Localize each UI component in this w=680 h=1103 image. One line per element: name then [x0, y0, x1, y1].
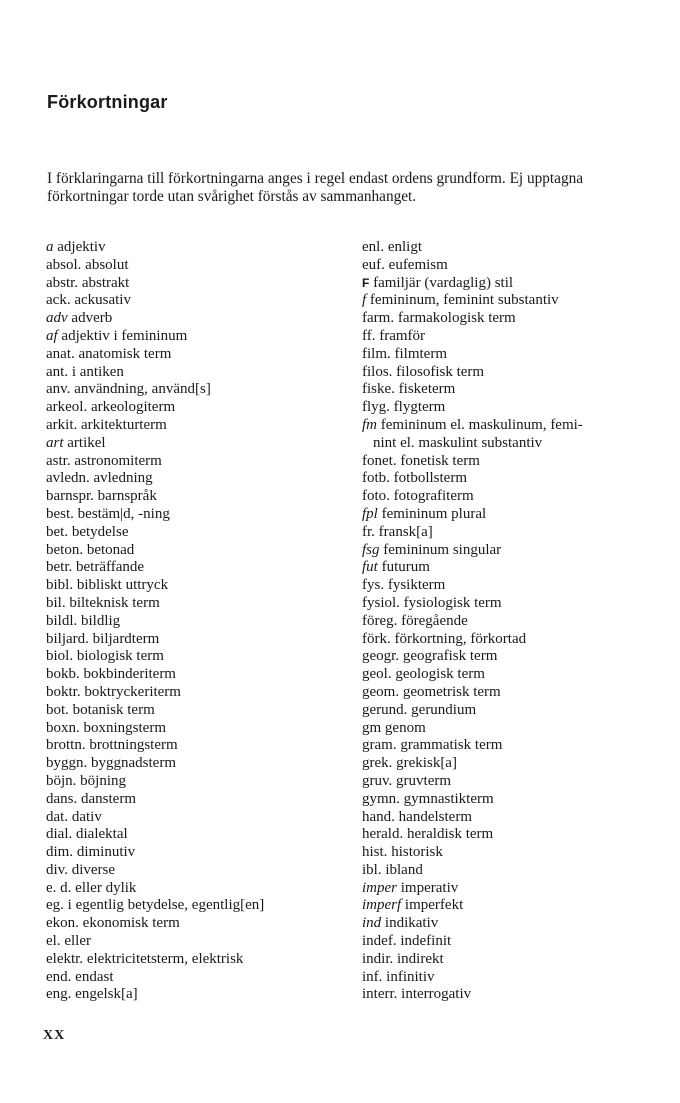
abbreviation: böjn.	[46, 772, 77, 789]
abbreviation-entry	[46, 969, 346, 987]
abbreviation-meaning: användning, använd[s]	[70, 381, 211, 398]
abbreviation-meaning: adjektiv i femininum	[57, 327, 188, 344]
abbreviation-meaning: arkeologiterm	[87, 399, 176, 416]
abbreviation-entry	[362, 488, 662, 506]
abbreviation-entry	[46, 631, 346, 649]
abbreviation-entry	[46, 826, 346, 844]
abbreviation-meaning: ekonomisk term	[78, 915, 180, 932]
abbreviation: avledn.	[46, 470, 90, 487]
abbreviation-entry	[46, 542, 346, 560]
abbreviation-meaning: framför	[375, 327, 426, 344]
abbreviation-meaning: elektricitetsterm, elektrisk	[83, 950, 244, 967]
abbreviation: biljard.	[46, 630, 89, 647]
abbreviation: fr.	[362, 523, 375, 540]
abbreviation-meaning: bildlig	[77, 612, 121, 629]
abbreviation: imper	[362, 879, 397, 896]
abbreviation-meaning: filmterm	[390, 345, 447, 362]
abbreviation-entry	[362, 702, 662, 720]
abbreviation: dim.	[46, 844, 74, 861]
abbreviation-entry	[46, 862, 346, 880]
abbreviation: geol.	[362, 666, 392, 683]
abbreviation-meaning: anatomisk term	[74, 345, 172, 362]
abbreviation-entry	[46, 880, 346, 898]
abbreviation-meaning: fonetisk term	[396, 452, 480, 469]
abbreviation-entry	[362, 969, 662, 987]
abbreviation: div.	[46, 861, 68, 878]
abbreviation: enl.	[362, 239, 385, 255]
abbreviation-meaning: indikativ	[381, 915, 439, 932]
abbreviation: bil.	[46, 594, 66, 611]
abbreviation-list-left	[46, 239, 346, 1004]
abbreviation-entry	[46, 435, 346, 453]
abbreviation-meaning: femininum, feminint substantiv	[366, 292, 559, 309]
abbreviation-entry	[46, 613, 346, 631]
abbreviation-meaning: familjär (vardaglig) stil	[369, 274, 514, 291]
abbreviation-meaning: imperfekt	[401, 897, 464, 914]
abbreviation-meaning: biljardterm	[88, 630, 160, 647]
abbreviation-entry	[362, 773, 662, 791]
abbreviation: eng.	[46, 986, 72, 1003]
abbreviation-entry	[362, 453, 662, 471]
abbreviation-entry	[362, 364, 662, 382]
abbreviation-entry	[362, 346, 662, 364]
abbreviation: gerund.	[362, 701, 408, 718]
abbreviation-entry	[46, 595, 346, 613]
abbreviation-meaning: beträffande	[72, 559, 145, 576]
abbreviation: grek.	[362, 755, 393, 772]
abbreviation: a	[46, 239, 54, 255]
abbreviation: el.	[46, 933, 61, 950]
abbreviation: anv.	[46, 381, 71, 398]
abbreviation-meaning: endast	[71, 968, 114, 985]
abbreviation: af	[46, 327, 58, 344]
abbreviation-entry	[362, 826, 662, 844]
abbreviation: fm	[362, 416, 377, 433]
abbreviation-entry	[362, 666, 662, 684]
abbreviation-entry	[46, 666, 346, 684]
abbreviation: fysiol.	[362, 594, 400, 611]
abbreviation-meaning: dativ	[68, 808, 102, 825]
abbreviation-meaning: avledning	[89, 470, 153, 487]
abbreviation-entry	[362, 737, 662, 755]
abbreviation: ack.	[46, 292, 71, 309]
abbreviation-meaning: geologisk term	[391, 666, 485, 683]
abbreviation-entry	[362, 239, 662, 257]
abbreviation-meaning: boktryckeriterm	[80, 683, 181, 700]
abbreviation-meaning: ibland	[381, 861, 423, 878]
abbreviation: fotb.	[362, 470, 390, 487]
abbreviation-meaning: eller	[60, 933, 91, 950]
abbreviation: boktr.	[46, 683, 81, 700]
abbreviation: dat.	[46, 808, 69, 825]
abbreviation: barnspr.	[46, 488, 94, 505]
abbreviation: fsg	[362, 541, 380, 558]
abbreviation: adv	[46, 310, 68, 327]
abbreviation-entry	[46, 773, 346, 791]
abbreviation-entry	[46, 986, 346, 1004]
abbreviation: föreg.	[362, 612, 398, 629]
abbreviation-entry	[46, 648, 346, 666]
abbreviation-meaning: nint el. maskulint substantiv	[373, 434, 543, 451]
abbreviation-entry	[362, 470, 662, 488]
abbreviation-entry	[46, 470, 346, 488]
abbreviation: hist.	[362, 844, 388, 861]
abbreviation: best.	[46, 505, 74, 522]
abbreviation: absol.	[46, 256, 82, 273]
abbreviation-entry	[46, 755, 346, 773]
abbreviation-meaning: enligt	[384, 239, 422, 255]
abbreviation-meaning: fotografiterm	[389, 488, 474, 505]
abbreviation: f	[362, 292, 367, 309]
abbreviation-meaning: artikel	[63, 434, 106, 451]
abbreviation: imperf	[362, 897, 402, 914]
abbreviation-meaning: grammatisk term	[396, 737, 503, 754]
abbreviation-entry	[46, 933, 346, 951]
abbreviation-meaning: historisk	[387, 844, 443, 861]
abbreviation: gymn.	[362, 790, 400, 807]
abbreviation-meaning: adverb	[67, 310, 113, 327]
abbreviation: inf.	[362, 968, 383, 985]
abbreviation-entry	[362, 791, 662, 809]
abbreviation-meaning: fransk[a]	[374, 523, 433, 540]
abbreviation-meaning: eufemism	[384, 256, 448, 273]
abbreviation: ant.	[46, 363, 69, 380]
abbreviation-entry	[362, 809, 662, 827]
abbreviation-entry	[46, 524, 346, 542]
abbreviation-entry	[362, 381, 662, 399]
abbreviation: fut	[362, 559, 378, 576]
abbreviation-meaning: fotbollsterm	[389, 470, 467, 487]
abbreviation-entry	[362, 399, 662, 417]
abbreviation: ff.	[362, 327, 376, 344]
abbreviation: indir.	[362, 950, 394, 967]
abbreviation: bokb.	[46, 666, 80, 683]
abbreviation-meaning: interrogativ	[397, 986, 472, 1003]
page-title: Förkortningar	[47, 92, 168, 112]
abbreviation-entry	[46, 720, 346, 738]
abbreviation-entry	[362, 755, 662, 773]
abbreviation-entry	[46, 897, 346, 915]
abbreviation: beton.	[46, 541, 84, 558]
abbreviation-entry	[362, 631, 662, 649]
abbreviation-entry	[362, 310, 662, 328]
abbreviation: gruv.	[362, 772, 393, 789]
abbreviation-entry	[46, 239, 346, 257]
abbreviation-entry	[46, 488, 346, 506]
abbreviation-entry	[362, 275, 662, 293]
abbreviation: indef.	[362, 933, 397, 950]
abbreviation-entry	[46, 453, 346, 471]
abbreviation-meaning: abstrakt	[78, 274, 130, 291]
abbreviation-entry	[362, 720, 662, 738]
abbreviation: fonet.	[362, 452, 397, 469]
abbreviation-entry	[362, 880, 662, 898]
abbreviation-meaning: diminutiv	[73, 844, 136, 861]
abbreviation-meaning: flygterm	[389, 399, 446, 416]
abbreviation: brottn.	[46, 737, 86, 754]
abbreviation-meaning: imperativ	[397, 879, 459, 896]
abbreviation: eg.	[46, 897, 64, 914]
abbreviation-meaning: böjning	[76, 772, 127, 789]
abbreviation-meaning: bestäm|d, -ning	[73, 505, 170, 522]
abbreviation-entry	[46, 310, 346, 328]
abbreviation-meaning: dialektal	[72, 826, 128, 843]
abbreviation-entry	[362, 542, 662, 560]
abbreviation: foto.	[362, 488, 390, 505]
abbreviation: geom.	[362, 683, 400, 700]
page-number: XX	[43, 1028, 66, 1043]
abbreviation-meaning: fysikterm	[384, 577, 446, 594]
abbreviation-meaning: genom	[381, 719, 426, 736]
abbreviation: geogr.	[362, 648, 400, 665]
abbreviation-meaning: gymnastikterm	[399, 790, 494, 807]
abbreviation-meaning: botanisk term	[68, 701, 155, 718]
abbreviation-list-right	[362, 239, 662, 1004]
abbreviation-meaning: femininum el. maskulinum, femi-	[377, 416, 583, 433]
abbreviation-entry	[362, 648, 662, 666]
abbreviation: bot.	[46, 701, 69, 718]
abbreviation-entry	[362, 328, 662, 346]
abbreviation: flyg.	[362, 399, 390, 416]
abbreviation: ibl.	[362, 861, 382, 878]
abbreviation-entry	[46, 915, 346, 933]
abbreviation: interr.	[362, 986, 398, 1003]
abbreviation-meaning: i egentlig betydelse, egentlig[en]	[63, 897, 265, 914]
abbreviation: gram.	[362, 737, 397, 754]
abbreviation-entry	[46, 292, 346, 310]
abbreviation: dans.	[46, 790, 78, 807]
abbreviation: anat.	[46, 345, 75, 362]
abbreviation-meaning: handelsterm	[394, 808, 472, 825]
abbreviation-meaning: föregående	[397, 612, 468, 629]
abbreviation: elektr.	[46, 950, 84, 967]
abbreviation: fiske.	[362, 381, 395, 398]
abbreviation-meaning: adjektiv	[53, 239, 106, 255]
abbreviation-entry	[362, 524, 662, 542]
abbreviation-entry	[46, 577, 346, 595]
abbreviation-meaning: fysiologisk term	[399, 594, 502, 611]
abbreviation-entry	[46, 791, 346, 809]
abbreviation-entry	[46, 737, 346, 755]
abbreviation: förk.	[362, 630, 391, 647]
abbreviation-meaning: indirekt	[393, 950, 444, 967]
abbreviation-meaning: eller dylik	[71, 879, 137, 896]
abbreviation-entry	[46, 364, 346, 382]
abbreviation-meaning: futurum	[377, 559, 430, 576]
abbreviation-entry	[46, 346, 346, 364]
abbreviation-meaning: absolut	[81, 256, 129, 273]
abbreviation-entry	[362, 915, 662, 933]
abbreviation: farm.	[362, 310, 395, 327]
abbreviation-entry	[46, 684, 346, 702]
abbreviation-entry	[362, 844, 662, 862]
abbreviation: abstr.	[46, 274, 79, 291]
abbreviation-entry	[46, 381, 346, 399]
abbreviation-meaning: bilteknisk term	[65, 594, 160, 611]
abbreviation-entry	[362, 292, 662, 310]
abbreviation-entry	[46, 275, 346, 293]
abbreviation-entry	[46, 844, 346, 862]
abbreviation: bibl.	[46, 577, 74, 594]
abbreviation-entry	[362, 595, 662, 613]
abbreviation: astr.	[46, 452, 71, 469]
abbreviation-meaning: femininum singular	[379, 541, 502, 558]
abbreviation-meaning: dansterm	[77, 790, 136, 807]
abbreviation: arkeol.	[46, 399, 88, 416]
abbreviation-meaning: geometrisk term	[399, 683, 501, 700]
abbreviation-meaning: fisketerm	[394, 381, 456, 398]
abbreviation-entry	[46, 506, 346, 524]
abbreviation-meaning: barnspråk	[93, 488, 157, 505]
abbreviation-entry	[362, 257, 662, 275]
abbreviation-meaning: bibliskt uttryck	[73, 577, 169, 594]
abbreviation: gm	[362, 719, 382, 736]
abbreviation-entry	[362, 613, 662, 631]
abbreviation-meaning: geografisk term	[399, 648, 498, 665]
abbreviation-entry	[46, 399, 346, 417]
abbreviation: art	[46, 434, 64, 451]
abbreviation-meaning: bokbinderiterm	[79, 666, 176, 683]
abbreviation-meaning: engelsk[a]	[71, 986, 138, 1003]
abbreviation: herald.	[362, 826, 404, 843]
abbreviation-entry	[362, 506, 662, 524]
abbreviation-meaning: förkortning, förkortad	[390, 630, 527, 647]
abbreviation: end.	[46, 968, 72, 985]
abbreviation: euf.	[362, 256, 385, 273]
abbreviation-entry	[46, 417, 346, 435]
abbreviation: arkit.	[46, 416, 78, 433]
abbreviation-entry	[362, 417, 662, 435]
abbreviation-meaning: farmakologisk term	[394, 310, 516, 327]
abbreviation-meaning: boxningsterm	[79, 719, 166, 736]
abbreviation-meaning: arkitekturterm	[77, 416, 167, 433]
abbreviation-meaning: brottningsterm	[85, 737, 178, 754]
abbreviation: film.	[362, 345, 391, 362]
abbreviation-meaning: indefinit	[396, 933, 452, 950]
abbreviation-entry	[362, 897, 662, 915]
abbreviation-meaning: heraldisk term	[403, 826, 494, 843]
abbreviation: fys.	[362, 577, 385, 594]
abbreviation-meaning: i antiken	[68, 363, 124, 380]
abbreviation: ind	[362, 915, 382, 932]
abbreviation-meaning: infinitiv	[382, 968, 435, 985]
abbreviation-entry	[46, 702, 346, 720]
abbreviation-entry	[362, 577, 662, 595]
abbreviation-entry	[362, 986, 662, 1004]
abbreviation: bet.	[46, 523, 69, 540]
abbreviation: filos.	[362, 363, 393, 380]
abbreviation: biol.	[46, 648, 74, 665]
abbreviation-meaning: gerundium	[407, 701, 477, 718]
abbreviation: byggn.	[46, 755, 88, 772]
abbreviation: dial.	[46, 826, 73, 843]
abbreviation-entry	[362, 933, 662, 951]
abbreviation: hand.	[362, 808, 395, 825]
abbreviation-entry	[362, 684, 662, 702]
abbreviation-entry	[46, 328, 346, 346]
abbreviation-entry	[362, 559, 662, 577]
abbreviation-meaning: gruvterm	[392, 772, 452, 789]
abbreviation-entry	[362, 862, 662, 880]
intro-paragraph: I förklaringarna till förkortningarna anges i regel endast ordens grundform. Ej upptagna förkortningar torde utan svårighet förstås av sammanhanget.	[47, 170, 584, 205]
abbreviation-meaning: filosofisk term	[392, 363, 485, 380]
abbreviation-meaning: betydelse	[68, 523, 129, 540]
abbreviation: ekon.	[46, 915, 79, 932]
abbreviation: boxn.	[46, 719, 80, 736]
abbreviation-entry	[362, 435, 662, 453]
abbreviation-meaning: femininum plural	[377, 505, 487, 522]
abbreviation-meaning: grekisk[a]	[392, 755, 457, 772]
abbreviation: betr.	[46, 559, 73, 576]
abbreviation: fpl	[362, 505, 378, 522]
abbreviation-meaning: ackusativ	[70, 292, 131, 309]
abbreviation-entry	[362, 951, 662, 969]
abbreviation-meaning: byggnadsterm	[87, 755, 176, 772]
abbreviation: e. d.	[46, 879, 72, 896]
abbreviation: F	[362, 275, 370, 290]
abbreviation-entry	[46, 809, 346, 827]
abbreviation-meaning: astronomiterm	[70, 452, 162, 469]
abbreviation-entry	[46, 257, 346, 275]
abbreviation: bildl.	[46, 612, 78, 629]
abbreviation-entry	[46, 951, 346, 969]
abbreviation-meaning: betonad	[83, 541, 135, 558]
abbreviation-entry	[46, 559, 346, 577]
abbreviation-meaning: biologisk term	[73, 648, 164, 665]
abbreviation-meaning: diverse	[67, 861, 116, 878]
